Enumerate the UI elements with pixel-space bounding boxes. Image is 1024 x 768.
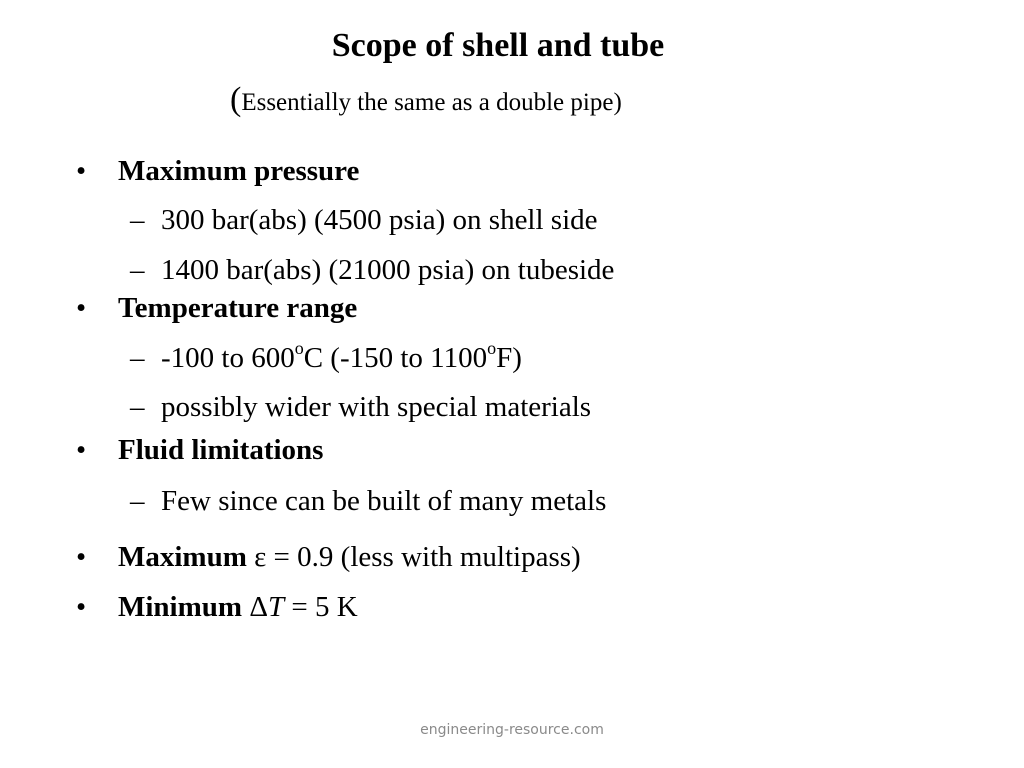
- max-effectiveness-text: Maximum ε = 0.9 (less with multipass): [118, 541, 581, 573]
- sub-item-text: 1400 bar(abs) (21000 psia) on tubeside: [161, 254, 615, 286]
- bullet-icon: •: [76, 591, 87, 623]
- bullet-icon: •: [76, 292, 87, 324]
- dash-icon: –: [130, 204, 145, 236]
- dash-icon: –: [130, 485, 145, 517]
- dash-icon: –: [130, 342, 145, 374]
- slide-subtitle: [230, 80, 622, 123]
- bullet-icon: •: [76, 155, 87, 187]
- bullet-icon: •: [76, 541, 87, 573]
- dash-icon: –: [130, 391, 145, 423]
- bullet-heading: Temperature range: [118, 292, 358, 324]
- subtitle-text: Essentially the same as a double pipe): [241, 89, 622, 116]
- subtitle-open-paren: (: [230, 81, 242, 118]
- sub-item-text: Few since can be built of many metals: [161, 485, 607, 517]
- sub-item-text: possibly wider with special materials: [161, 391, 592, 423]
- min-delta-t-text: Minimum ΔT = 5 K: [118, 591, 358, 623]
- footer-source: engineering-resource.com: [420, 722, 604, 738]
- temperature-range-text: -100 to 600$^o$C (-150 to 1100$^o$F): [161, 338, 522, 374]
- slide-title: Scope of shell and tube: [331, 27, 665, 64]
- bullet-heading: Maximum pressure: [118, 155, 360, 187]
- dash-icon: –: [130, 254, 145, 286]
- bullet-heading: Fluid limitations: [118, 434, 324, 466]
- bullet-icon: •: [76, 434, 87, 466]
- sub-item-text: 300 bar(abs) (4500 psia) on shell side: [161, 204, 598, 236]
